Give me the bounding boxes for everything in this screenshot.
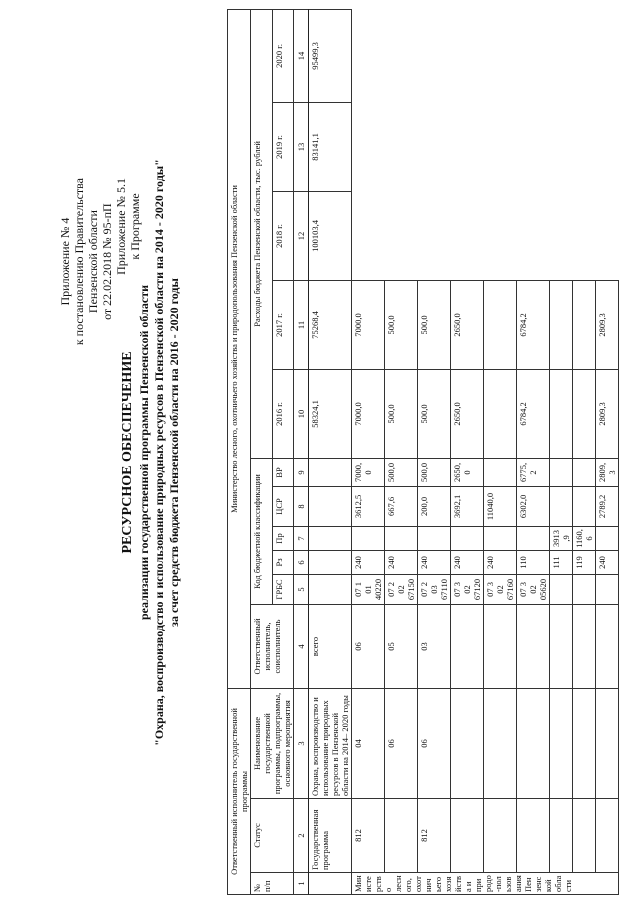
- cell-vr: 240: [418, 550, 451, 574]
- table-row: [517, 9, 550, 894]
- table-row: [550, 9, 573, 894]
- cell-amount: 2809,3: [596, 458, 619, 486]
- header-year-2016: 2016 г.: [272, 369, 294, 458]
- cell-amount: 3612,5: [352, 486, 385, 526]
- cell-amount: 500,0: [385, 458, 418, 486]
- header-year-2019: 2019 г.: [272, 102, 294, 191]
- appendix-4-line4: от 22.02.2018 № 95-пП: [100, 203, 114, 320]
- cell-vr: 111: [550, 550, 573, 574]
- total-2017: 75268,4: [309, 280, 352, 369]
- header-budget-code: Код бюджетной классификации: [251, 458, 273, 604]
- column-number: 3: [294, 688, 309, 798]
- appendix-5-1-line1: Приложение № 5.1: [114, 178, 128, 275]
- cell-pr: 05: [385, 604, 418, 688]
- cell-amount: [418, 526, 451, 550]
- cell-pr: [517, 604, 550, 688]
- appendix-4-line3: Пензенской области: [86, 210, 100, 314]
- column-number: 10: [294, 369, 309, 458]
- total-2020: 95499,3: [309, 9, 352, 102]
- header-pr: Пр: [272, 526, 294, 550]
- cell-csr: [550, 574, 573, 604]
- cell-csr: 07 3 02 67160: [484, 574, 517, 604]
- cell-rz: [517, 688, 550, 798]
- header-rz: Рз: [272, 550, 294, 574]
- appendix-4-line2: к постановлению Правительства: [72, 178, 86, 346]
- cell-amount: [517, 526, 550, 550]
- header-year-2018: 2018 г.: [272, 191, 294, 280]
- cell-csr: [573, 574, 596, 604]
- row-number: [309, 873, 352, 895]
- appendix-5-1-line2: к Программе: [128, 193, 142, 260]
- cell-csr: 07 3 02 67120: [451, 574, 484, 604]
- cell-pr: [573, 604, 596, 688]
- cell-csr: 07 3 02 05620: [517, 574, 550, 604]
- cell-amount: 7000,0: [352, 458, 385, 486]
- cell-pr: [451, 604, 484, 688]
- cell-amount: 3913,9: [550, 526, 573, 550]
- cell-vr: 240: [352, 550, 385, 574]
- cell-amount: 500,0: [385, 369, 418, 458]
- cell-pr: [550, 604, 573, 688]
- header-status: Статус: [251, 799, 294, 873]
- cell-pr: [484, 604, 517, 688]
- header-year-2017: 2017 г.: [272, 280, 294, 369]
- cell-pr: 06: [352, 604, 385, 688]
- cell-amount: [385, 526, 418, 550]
- cell-rz: 06: [385, 688, 418, 798]
- cell-amount: [352, 526, 385, 550]
- total-2019: 83141,1: [309, 102, 352, 191]
- cell-rz: [451, 688, 484, 798]
- cell-rz: [596, 688, 619, 798]
- cell-csr: 07 1 01 40220: [352, 574, 385, 604]
- cell-vr: 240: [385, 550, 418, 574]
- cell-rz: [484, 688, 517, 798]
- cell-amount: [550, 486, 573, 526]
- responsible-value: Министерство лесного, охотничьего хозяйства и природопользования Пензенской области: [228, 9, 251, 688]
- cell-grbs: [573, 799, 596, 873]
- appendix-4-line1: Приложение № 4: [58, 217, 72, 306]
- cell-amount: 500,0: [418, 280, 451, 369]
- cell-grbs: 812: [352, 799, 385, 873]
- cell-pr: 03: [418, 604, 451, 688]
- cell-vr: 240: [451, 550, 484, 574]
- title-line-4: за счет средств бюджета Пензенской области на 2016 - 2020 годы: [167, 278, 181, 627]
- executor-cell: Министерство лесного, охотничьего хозяйства и природо-пользования Пензенской области: [352, 873, 619, 895]
- column-numbers-row: [294, 9, 309, 894]
- cell-amount: 3692,1: [451, 486, 484, 526]
- cell-grbs: [484, 799, 517, 873]
- cell-amount: [484, 526, 517, 550]
- cell-grbs: [451, 799, 484, 873]
- column-number: 6: [294, 550, 309, 574]
- cell-rz: [573, 688, 596, 798]
- cell-csr: [596, 574, 619, 604]
- header-no: № п/п: [251, 873, 294, 895]
- cell-rz: [550, 688, 573, 798]
- cell-amount: 1160,6: [573, 526, 596, 550]
- table-row: [385, 9, 418, 894]
- cell-amount: 6302,0: [517, 486, 550, 526]
- header-grbs: ГРБС: [272, 574, 294, 604]
- cell-amount: [596, 526, 619, 550]
- cell-amount: [550, 280, 573, 369]
- appendix-4-block: [58, 178, 114, 345]
- cell-amount: [573, 486, 596, 526]
- title-line-3: "Охрана, воспроизводство и использование природных ресурсов в Пензенской области на 2014 - 2020 годы": [152, 159, 166, 746]
- table-row: [484, 9, 517, 894]
- cell-csr: 07 2 02 67150: [385, 574, 418, 604]
- cell-amount: 500,0: [418, 369, 451, 458]
- cell-amount: [550, 369, 573, 458]
- table-row: [596, 9, 619, 894]
- cell-amount: 6775,2: [517, 458, 550, 486]
- header-year-2020: 2020 г.: [272, 9, 294, 102]
- header-name: Наименование государственной программы, подпрограммы, основного мероприятия: [251, 688, 294, 798]
- cell-amount: 2809,3: [596, 369, 619, 458]
- column-number: 13: [294, 102, 309, 191]
- cell-amount: 667,6: [385, 486, 418, 526]
- cell-amount: 2650,0: [451, 280, 484, 369]
- cell-csr: 07 2 03 67110: [418, 574, 451, 604]
- cell-rz: 06: [418, 688, 451, 798]
- document-title: РЕСУРСНОЕ ОБЕСПЕЧЕНИЕ: [120, 351, 135, 554]
- cell-amount: [451, 526, 484, 550]
- cell-amount: 2809,3: [596, 280, 619, 369]
- column-number: 7: [294, 526, 309, 550]
- total-2016: 58324,1: [309, 369, 352, 458]
- cell-amount: [484, 369, 517, 458]
- cell-amount: [550, 458, 573, 486]
- cell-amount: 11040,0: [484, 486, 517, 526]
- cell-amount: [573, 369, 596, 458]
- column-number: 5: [294, 574, 309, 604]
- responsible-label: Ответственный исполнитель государственной программы: [228, 688, 251, 894]
- cell-grbs: [385, 799, 418, 873]
- column-number: 14: [294, 9, 309, 102]
- cell-vr: 119: [573, 550, 596, 574]
- program-name-cell: Охрана, воспроизводство и использование природных ресурсов в Пензенской области на 2014– 2020 годы: [309, 688, 352, 798]
- header-csr: ЦСР: [272, 486, 294, 526]
- header-vr: ВР: [272, 458, 294, 486]
- cell-grbs: [550, 799, 573, 873]
- cell-grbs: [517, 799, 550, 873]
- cell-amount: [573, 280, 596, 369]
- total-label: всего: [309, 604, 352, 688]
- column-number: 4: [294, 604, 309, 688]
- table-row: [451, 9, 484, 894]
- column-number: 9: [294, 458, 309, 486]
- table-row: [352, 9, 385, 894]
- table-row-total: [309, 9, 352, 894]
- total-2018: 100103,4: [309, 191, 352, 280]
- cell-amount: 2650,0: [451, 369, 484, 458]
- header-executor: Ответственный исполнитель, соисполнитель: [251, 604, 294, 688]
- cell-amount: 500,0: [418, 458, 451, 486]
- column-number: 11: [294, 280, 309, 369]
- column-number: 2: [294, 799, 309, 873]
- cell-vr: 240: [596, 550, 619, 574]
- column-number: 12: [294, 191, 309, 280]
- column-number: 8: [294, 486, 309, 526]
- status-cell: Государственная программа: [309, 799, 352, 873]
- resource-table: [227, 9, 619, 895]
- cell-amount: [484, 458, 517, 486]
- cell-amount: 2789,2: [596, 486, 619, 526]
- cell-rz: 04: [352, 688, 385, 798]
- cell-amount: 500,0: [385, 280, 418, 369]
- cell-amount: 7000,0: [352, 369, 385, 458]
- cell-amount: 7000,0: [352, 280, 385, 369]
- table-row: [573, 9, 596, 894]
- header-expenses: Расходы бюджета Пензенской области, тыс. рублей: [251, 9, 273, 458]
- cell-vr: 240: [484, 550, 517, 574]
- cell-amount: 6784,2: [517, 280, 550, 369]
- cell-amount: [573, 458, 596, 486]
- cell-grbs: [596, 799, 619, 873]
- cell-amount: 2650,0: [451, 458, 484, 486]
- cell-amount: [484, 280, 517, 369]
- cell-amount: 200,0: [418, 486, 451, 526]
- column-number: 1: [294, 873, 309, 895]
- cell-vr: 110: [517, 550, 550, 574]
- table-row: [418, 9, 451, 894]
- cell-amount: 6784,2: [517, 369, 550, 458]
- cell-grbs: 812: [418, 799, 451, 873]
- title-line-2: реализации государственной программы Пензенской области: [137, 284, 151, 621]
- cell-pr: [596, 604, 619, 688]
